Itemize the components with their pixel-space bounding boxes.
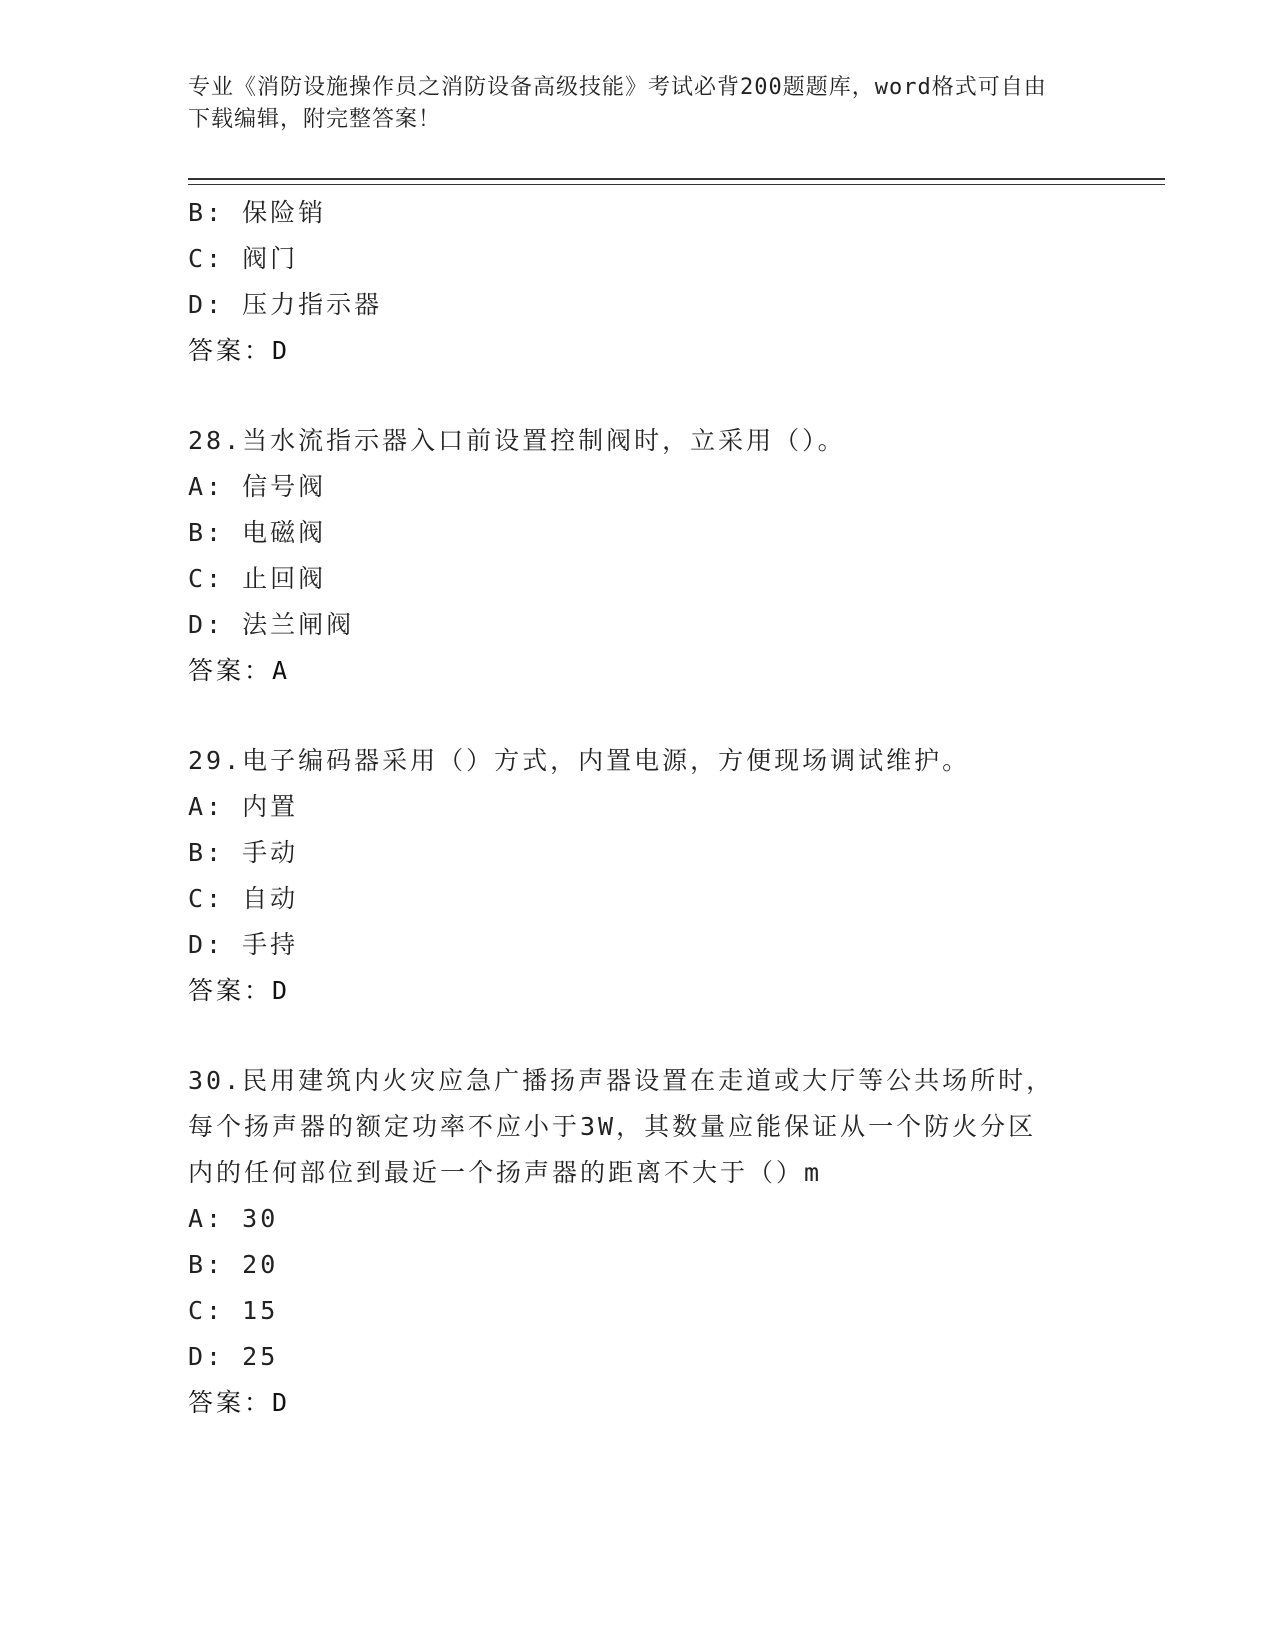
option-b: B: 电磁阀	[188, 518, 327, 547]
header-rule-thin	[188, 184, 1165, 185]
option-d: D: 手持	[188, 930, 299, 959]
option-d: D: 压力指示器	[188, 290, 383, 319]
option-b: B: 手动	[188, 838, 299, 867]
option-b: B: 保险销	[188, 198, 327, 227]
answer-line: 答案：D	[188, 1388, 291, 1417]
question-30	[188, 1058, 1088, 1426]
header-rule-thick	[188, 178, 1165, 180]
question-text: 28.当水流指示器入口前设置控制阀时，立采用（）。	[188, 426, 846, 455]
answer-line: 答案：D	[188, 336, 291, 365]
document-header: 专业《消防设施操作员之消防设备高级技能》考试必背200题题库，word格式可自由下载编辑，附完整答案！	[188, 75, 1047, 132]
question-text-line-3: 内的任何部位到最近一个扬声器的距离不大于（）m	[188, 1158, 823, 1187]
question-fragment	[188, 190, 1088, 374]
question-text-line-1: 30.民用建筑内火灾应急广播扬声器设置在走道或大厅等公共场所时，	[188, 1066, 1055, 1095]
option-a: A: 内置	[188, 792, 299, 821]
option-d: D: 法兰闸阀	[188, 610, 355, 639]
option-b: B: 20	[188, 1250, 279, 1279]
option-c: C: 15	[188, 1296, 279, 1325]
option-c: C: 阀门	[188, 244, 299, 273]
option-c: C: 止回阀	[188, 564, 327, 593]
question-text: 29.电子编码器采用（）方式，内置电源，方便现场调试维护。	[188, 746, 971, 775]
question-28	[188, 418, 1088, 694]
option-c: C: 自动	[188, 884, 299, 913]
question-list	[188, 190, 1088, 1426]
question-text-line-2: 每个扬声器的额定功率不应小于3W，其数量应能保证从一个防火分区	[188, 1112, 1037, 1141]
question-29	[188, 738, 1088, 1014]
answer-line: 答案：D	[188, 976, 291, 1005]
option-a: A: 信号阀	[188, 472, 327, 501]
answer-line: 答案：A	[188, 656, 291, 685]
option-d: D: 25	[188, 1342, 279, 1371]
option-a: A: 30	[188, 1204, 279, 1233]
